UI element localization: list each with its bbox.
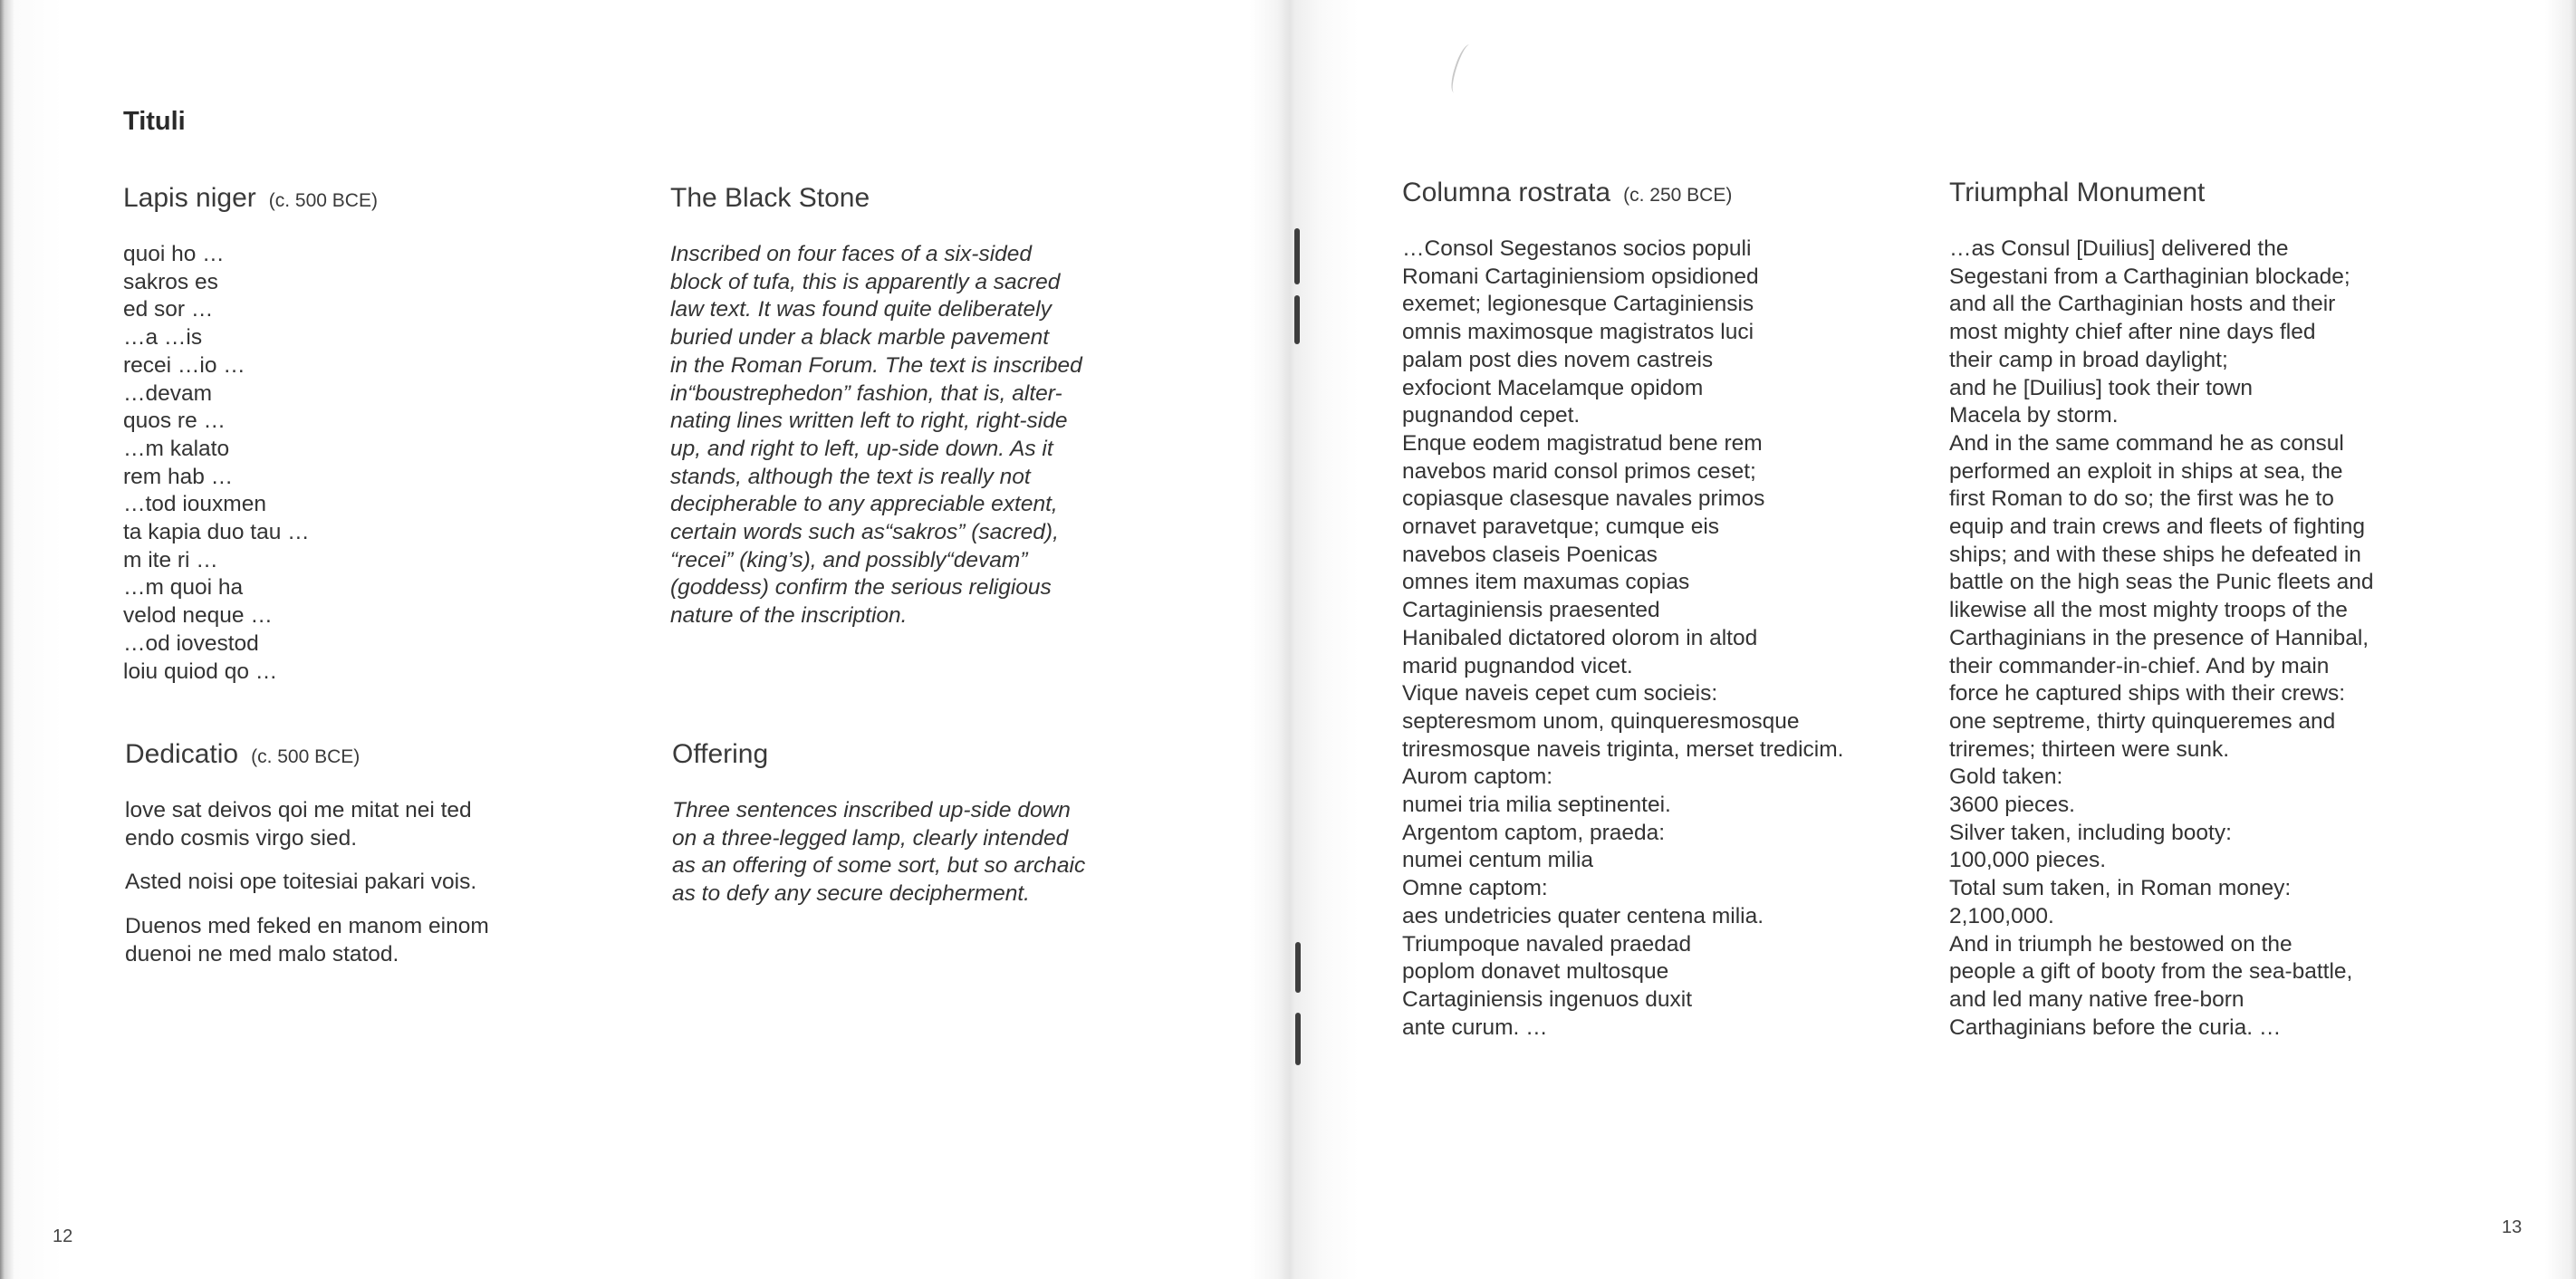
text-line: omnis maximosque magistratos luci (1402, 320, 1754, 345)
dedicatio-paragraph (125, 869, 489, 897)
triumphal-monument-text (1949, 236, 2374, 1042)
text-line: ante curum. … (1402, 1015, 1548, 1040)
columna-rostrata-title: Columna rostrata (1402, 178, 1611, 207)
text-line: likewise all the most mighty troops of the (1949, 598, 2348, 623)
text-line: Carthaginians in the presence of Hannibal, (1949, 625, 2369, 650)
dedicatio-line: endo cosmis virgo sied. (125, 825, 358, 851)
text-line: sakros es (123, 269, 218, 294)
text-line: 2,100,000. (1949, 903, 2054, 928)
text-line: palam post dies novem castreis (1402, 347, 1714, 372)
text-line: nating lines written left to right, right-side (670, 409, 1068, 434)
text-line: …m quoi ha (123, 575, 244, 601)
text-line: marid pugnandod vicet. (1402, 653, 1633, 678)
text-line: and all the Carthaginian hosts and their (1949, 292, 2336, 317)
text-line: their commander-in-chief. And by main (1949, 653, 2330, 678)
page-number-right: 13 (2502, 1217, 2523, 1237)
staple-upper (1294, 228, 1300, 284)
text-line: quos re … (123, 409, 226, 434)
text-line: Cartaginiensis praesented (1402, 598, 1660, 623)
pencil-mark (1447, 43, 1477, 95)
black-stone-text (670, 241, 1082, 630)
text-line: …devam (123, 380, 213, 406)
text-line: …tod iouxmen (123, 492, 266, 517)
black-stone-block (670, 183, 1082, 630)
text-line: Inscribed on four faces of a six-sided (670, 242, 1033, 266)
text-line: Aurom captom: (1402, 765, 1553, 790)
staple-upper-2 (1294, 295, 1300, 344)
text-line: law text. It was found quite deliberately (670, 297, 1052, 322)
dedicatio-date: (c. 500 BCE) (251, 746, 360, 767)
text-line: aes undetricies quater centena milia. (1402, 903, 1764, 928)
dedicatio-line: love sat deivos qoi me mitat nei ted (125, 798, 472, 822)
text-line: Triumpoque navaled praedad (1402, 931, 1692, 957)
text-line: ta kapia duo tau … (123, 520, 310, 545)
text-line: people a gift of booty from the sea-battle, (1949, 959, 2353, 985)
staple-lower (1295, 942, 1301, 993)
lapis-niger-block (123, 183, 378, 686)
text-line: battle on the high seas the Punic fleets and (1949, 570, 2374, 595)
text-line: 3600 pieces. (1949, 793, 2075, 818)
text-line: velod neque … (123, 603, 273, 629)
text-line: ed sor … (123, 297, 214, 322)
text-line: one septreme, thirty quinqueremes and (1949, 708, 2336, 734)
text-line: omnes item maxumas copias (1402, 570, 1690, 595)
text-line: in“boustrephedon” fashion, that is, alter- (670, 380, 1062, 406)
text-line: first Roman to do so; the first was he to (1949, 486, 2334, 512)
text-line: navebos marid consol primos ceset; (1402, 458, 1756, 484)
text-line: their camp in broad daylight; (1949, 347, 2228, 372)
staple-lower-2 (1295, 1013, 1301, 1065)
text-line: Romani Cartaginiensiom opsidioned (1402, 264, 1759, 289)
dedicatio-line: duenoi ne med malo statod. (125, 941, 399, 966)
text-line: as an offering of some sort, but so archaic (672, 853, 1086, 879)
columna-rostrata-block (1402, 178, 1843, 1042)
columna-rostrata-heading (1402, 178, 1843, 208)
text-line: …as Consul [Duilius] delivered the (1949, 236, 2289, 261)
text-line: m ite ri … (123, 547, 218, 572)
text-line: copiasque clasesque navales primos (1402, 486, 1765, 512)
offering-heading: Offering (672, 739, 769, 769)
text-line: exemet; legionesque Cartaginiensis (1402, 292, 1754, 317)
text-line: Vique naveis cepet cum socieis: (1402, 681, 1718, 707)
page-number-left: 12 (53, 1226, 73, 1246)
text-line: quoi ho … (123, 242, 225, 266)
lapis-niger-date: (c. 500 BCE) (268, 190, 378, 211)
text-line: …Consol Segestanos socios populi (1402, 236, 1752, 261)
text-line: recei …io … (123, 352, 245, 378)
text-line: force he captured ships with their crews: (1949, 681, 2346, 707)
text-line: navebos claseis Poenicas (1402, 542, 1658, 567)
text-line: and led many native free-born (1949, 986, 2244, 1012)
text-line: exfociont Macelamque opidom (1402, 375, 1704, 400)
text-line: certain words such as“sakros” (sacred), (670, 520, 1059, 545)
text-line: And in triumph he bestowed on the (1949, 931, 2292, 957)
dedicatio-paragraph (125, 913, 489, 968)
text-line: in the Roman Forum. The text is inscribed (670, 352, 1082, 378)
dedicatio-line: Duenos med feked en manom einom (125, 914, 489, 939)
text-line: block of tufa, this is apparently a sacred (670, 269, 1061, 294)
triumphal-monument-block (1949, 178, 2374, 1042)
text-line: ships; and with these ships he defeated in (1949, 542, 2361, 567)
text-line: equip and train crews and fleets of fighting (1949, 514, 2365, 540)
text-line: Carthaginians before the curia. … (1949, 1015, 2282, 1040)
columna-rostrata-date: (c. 250 BCE) (1623, 185, 1733, 206)
text-line: buried under a black marble pavement (670, 325, 1050, 351)
text-line: rem hab … (123, 464, 234, 489)
text-line: triresmosque naveis triginta, merset tredicim. (1402, 736, 1844, 762)
text-line: Hanibaled dictatored olorom in altod (1402, 625, 1758, 650)
text-line: …od iovestod (123, 630, 259, 656)
dedicatio-title: Dedicatio (125, 739, 239, 769)
columna-rostrata-text (1402, 236, 1843, 1042)
text-line: “recei” (king’s), and possibly“devam” (670, 547, 1028, 572)
text-line: and he [Duilius] took their town (1949, 375, 2254, 400)
text-line: nature of the inscription. (670, 603, 908, 629)
text-line: up, and right to left, up-side down. As it (670, 436, 1053, 461)
triumphal-monument-heading: Triumphal Monument (1949, 178, 2206, 207)
text-line: loiu quiod qo … (123, 659, 278, 684)
text-line: septeresmom unom, quinqueresmosque (1402, 708, 1800, 734)
text-line: decipherable to any appreciable extent, (670, 492, 1058, 517)
text-line: (goddess) confirm the serious religious (670, 575, 1052, 601)
text-line: And in the same command he as consul (1949, 430, 2344, 456)
dedicatio-line: Asted noisi ope toitesiai pakari vois. (125, 870, 477, 895)
offering-block (672, 739, 1085, 909)
text-line: triremes; thirteen were sunk. (1949, 736, 2230, 762)
text-line: Argentom captom, praeda: (1402, 820, 1666, 845)
text-line: as to defy any secure decipherment. (672, 881, 1030, 907)
text-line: Total sum taken, in Roman money: (1949, 876, 2292, 901)
text-line: Cartaginiensis ingenuos duxit (1402, 986, 1693, 1012)
text-line: Silver taken, including booty: (1949, 820, 2232, 845)
text-line: 100,000 pieces. (1949, 848, 2106, 873)
text-line: Macela by storm. (1949, 403, 2119, 428)
dedicatio-heading (125, 739, 489, 770)
text-line: ornavet paravetque; cumque eis (1402, 514, 1720, 540)
text-line: numei centum milia (1402, 848, 1594, 873)
dedicatio-block (125, 739, 489, 986)
black-stone-heading: The Black Stone (670, 183, 870, 213)
section-title: Tituli (123, 107, 186, 136)
text-line: numei tria milia septinentei. (1402, 793, 1671, 818)
text-line: Three sentences inscribed up-side down (672, 798, 1071, 822)
text-line: Omne captom: (1402, 876, 1548, 901)
text-line: pugnandod cepet. (1402, 403, 1581, 428)
text-line: …m kalato (123, 436, 230, 461)
text-line: most mighty chief after nine days fled (1949, 320, 2316, 345)
lapis-niger-heading (123, 183, 378, 214)
text-line: on a three-legged lamp, clearly intended (672, 825, 1069, 851)
text-line: poplom donavet multosque (1402, 959, 1669, 985)
lapis-niger-title: Lapis niger (123, 183, 256, 213)
text-line: Segestani from a Carthaginian blockade; (1949, 264, 2350, 289)
text-line: stands, although the text is really not (670, 464, 1031, 489)
text-line: Enque eodem magistratud bene rem (1402, 430, 1763, 456)
dedicatio-paragraph (125, 797, 489, 852)
text-line: …a …is (123, 325, 203, 351)
lapis-niger-text (123, 241, 378, 686)
text-line: performed an exploit in ships at sea, the (1949, 458, 2343, 484)
offering-text (672, 797, 1085, 909)
text-line: Gold taken: (1949, 765, 2063, 790)
